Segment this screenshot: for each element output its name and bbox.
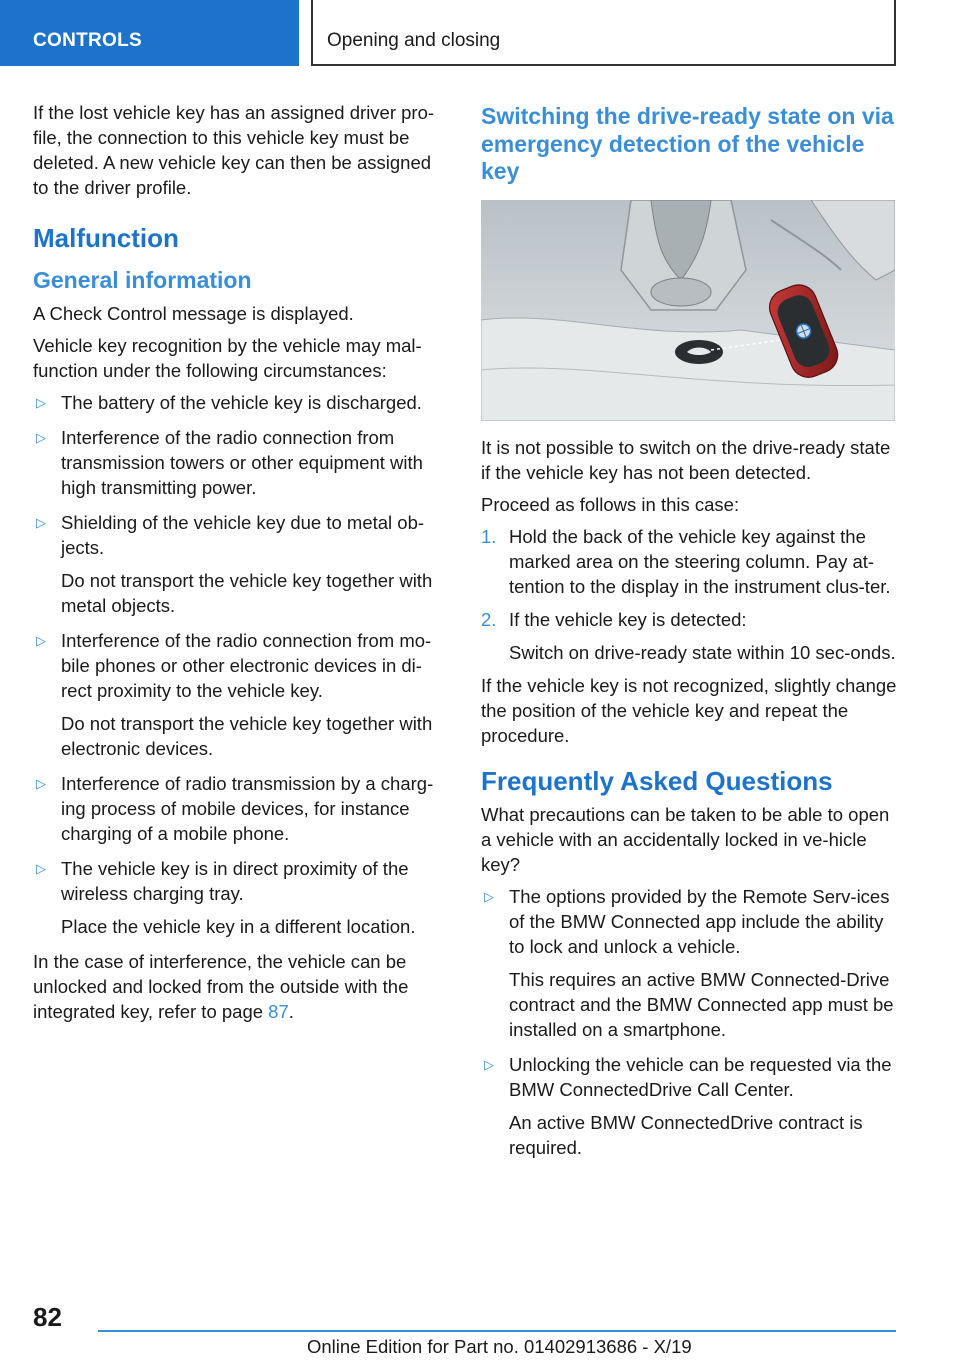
triangle-right-icon: ▷ — [36, 860, 46, 876]
interference-paragraph: In the case of interference, the vehicle can be unlocked and locked from the outside with the integrated key, refer to page 87. — [33, 950, 409, 1022]
chapter-title: Opening and closing — [327, 30, 501, 51]
triangle-right-icon: ▷ — [36, 775, 46, 791]
steering-column-key-illustration — [481, 200, 895, 421]
not-possible-paragraph: It is not possible to switch on the drive-ready state if the vehicle key has not been detected. — [481, 436, 891, 483]
triangle-right-icon: ▷ — [36, 514, 46, 530]
proceed-paragraph: Proceed as follows in this case: — [481, 493, 740, 515]
triangle-right-icon: ▷ — [484, 888, 494, 904]
faq-question: What precautions can be taken to be able to open a vehicle with an accidentally locked in ve-hicle key? — [481, 803, 890, 875]
list-item: ▷ The battery of the vehicle key is discharged. — [36, 391, 422, 413]
circumstances-paragraph: Vehicle key recognition by the vehicle may mal-function under the following circumstances: — [33, 334, 422, 381]
circumstance-list — [33, 390, 449, 939]
faq-list — [481, 884, 897, 1160]
emergency-detection-heading: Switching the drive-ready state on via emergency detection of the vehicle key — [481, 103, 894, 184]
page-link[interactable]: 87 — [268, 1000, 289, 1022]
triangle-right-icon: ▷ — [36, 632, 46, 648]
triangle-right-icon: ▷ — [36, 394, 46, 410]
section-label: CONTROLS — [33, 30, 143, 51]
check-control-paragraph: A Check Control message is displayed. — [33, 302, 354, 324]
triangle-right-icon: ▷ — [36, 429, 46, 445]
list-item: ▷ Interference of radio transmission by a charg-ing process of mobile devices, for instance charging of a mobile phone. — [36, 772, 434, 844]
general-info-heading: General information — [33, 267, 252, 293]
intro-paragraph: If the lost vehicle key has an assigned driver pro-file, the connection to this vehicle key must be deleted. A new vehicle key can then be assigned to the driver profile. — [33, 102, 435, 198]
list-item: ▷ Interference of the radio connection from mo-bile phones or other electronic devices in di-rect proximity to the vehicle key. Do not transport the vehicle key together with electronic devices. — [36, 629, 433, 759]
triangle-right-icon: ▷ — [484, 1056, 494, 1072]
left-column — [33, 100, 449, 1031]
list-item: ▷ Shielding of the vehicle key due to metal ob-jects. Do not transport the vehicle key together with metal objects. — [36, 511, 433, 616]
steps-list — [481, 524, 897, 665]
chapter-box — [311, 0, 896, 66]
footer-divider — [98, 1330, 896, 1332]
list-item: ▷ Interference of the radio connection from transmission towers or other equipment with high transmitting power. — [36, 426, 423, 498]
list-item: 2. If the vehicle key is detected: Switch on drive-ready state within 10 sec-onds. — [481, 608, 896, 663]
list-item: 1. Hold the back of the vehicle key against the marked area on the steering column. Pay at-tention to the display in the instrument clus-ter. — [481, 525, 891, 597]
list-item: ▷ The options provided by the Remote Serv-ices of the BMW Connected app include the ability to lock and unlock a vehicle. This requires an active BMW Connected-Drive contract and the BMW Connected app must be installed on a smartphone. — [484, 885, 894, 1040]
page-number: 82 — [33, 1302, 62, 1332]
list-item: ▷ Unlocking the vehicle can be requested via the BMW ConnectedDrive Call Center. An active BMW ConnectedDrive contract is required. — [484, 1053, 892, 1158]
section-tab — [0, 0, 299, 66]
right-column — [481, 103, 897, 1170]
malfunction-heading: Malfunction — [33, 223, 179, 253]
faq-heading: Frequently Asked Questions — [481, 765, 833, 796]
list-item: ▷ The vehicle key is in direct proximity of the wireless charging tray. Place the vehicle key in a different location. — [36, 857, 416, 937]
edition-footer: Online Edition for Part no. 01402913686 - X/19 — [307, 1336, 692, 1357]
not-recognized-paragraph: If the vehicle key is not recognized, slightly change the position of the vehicle key and repeat the procedure. — [481, 674, 897, 746]
